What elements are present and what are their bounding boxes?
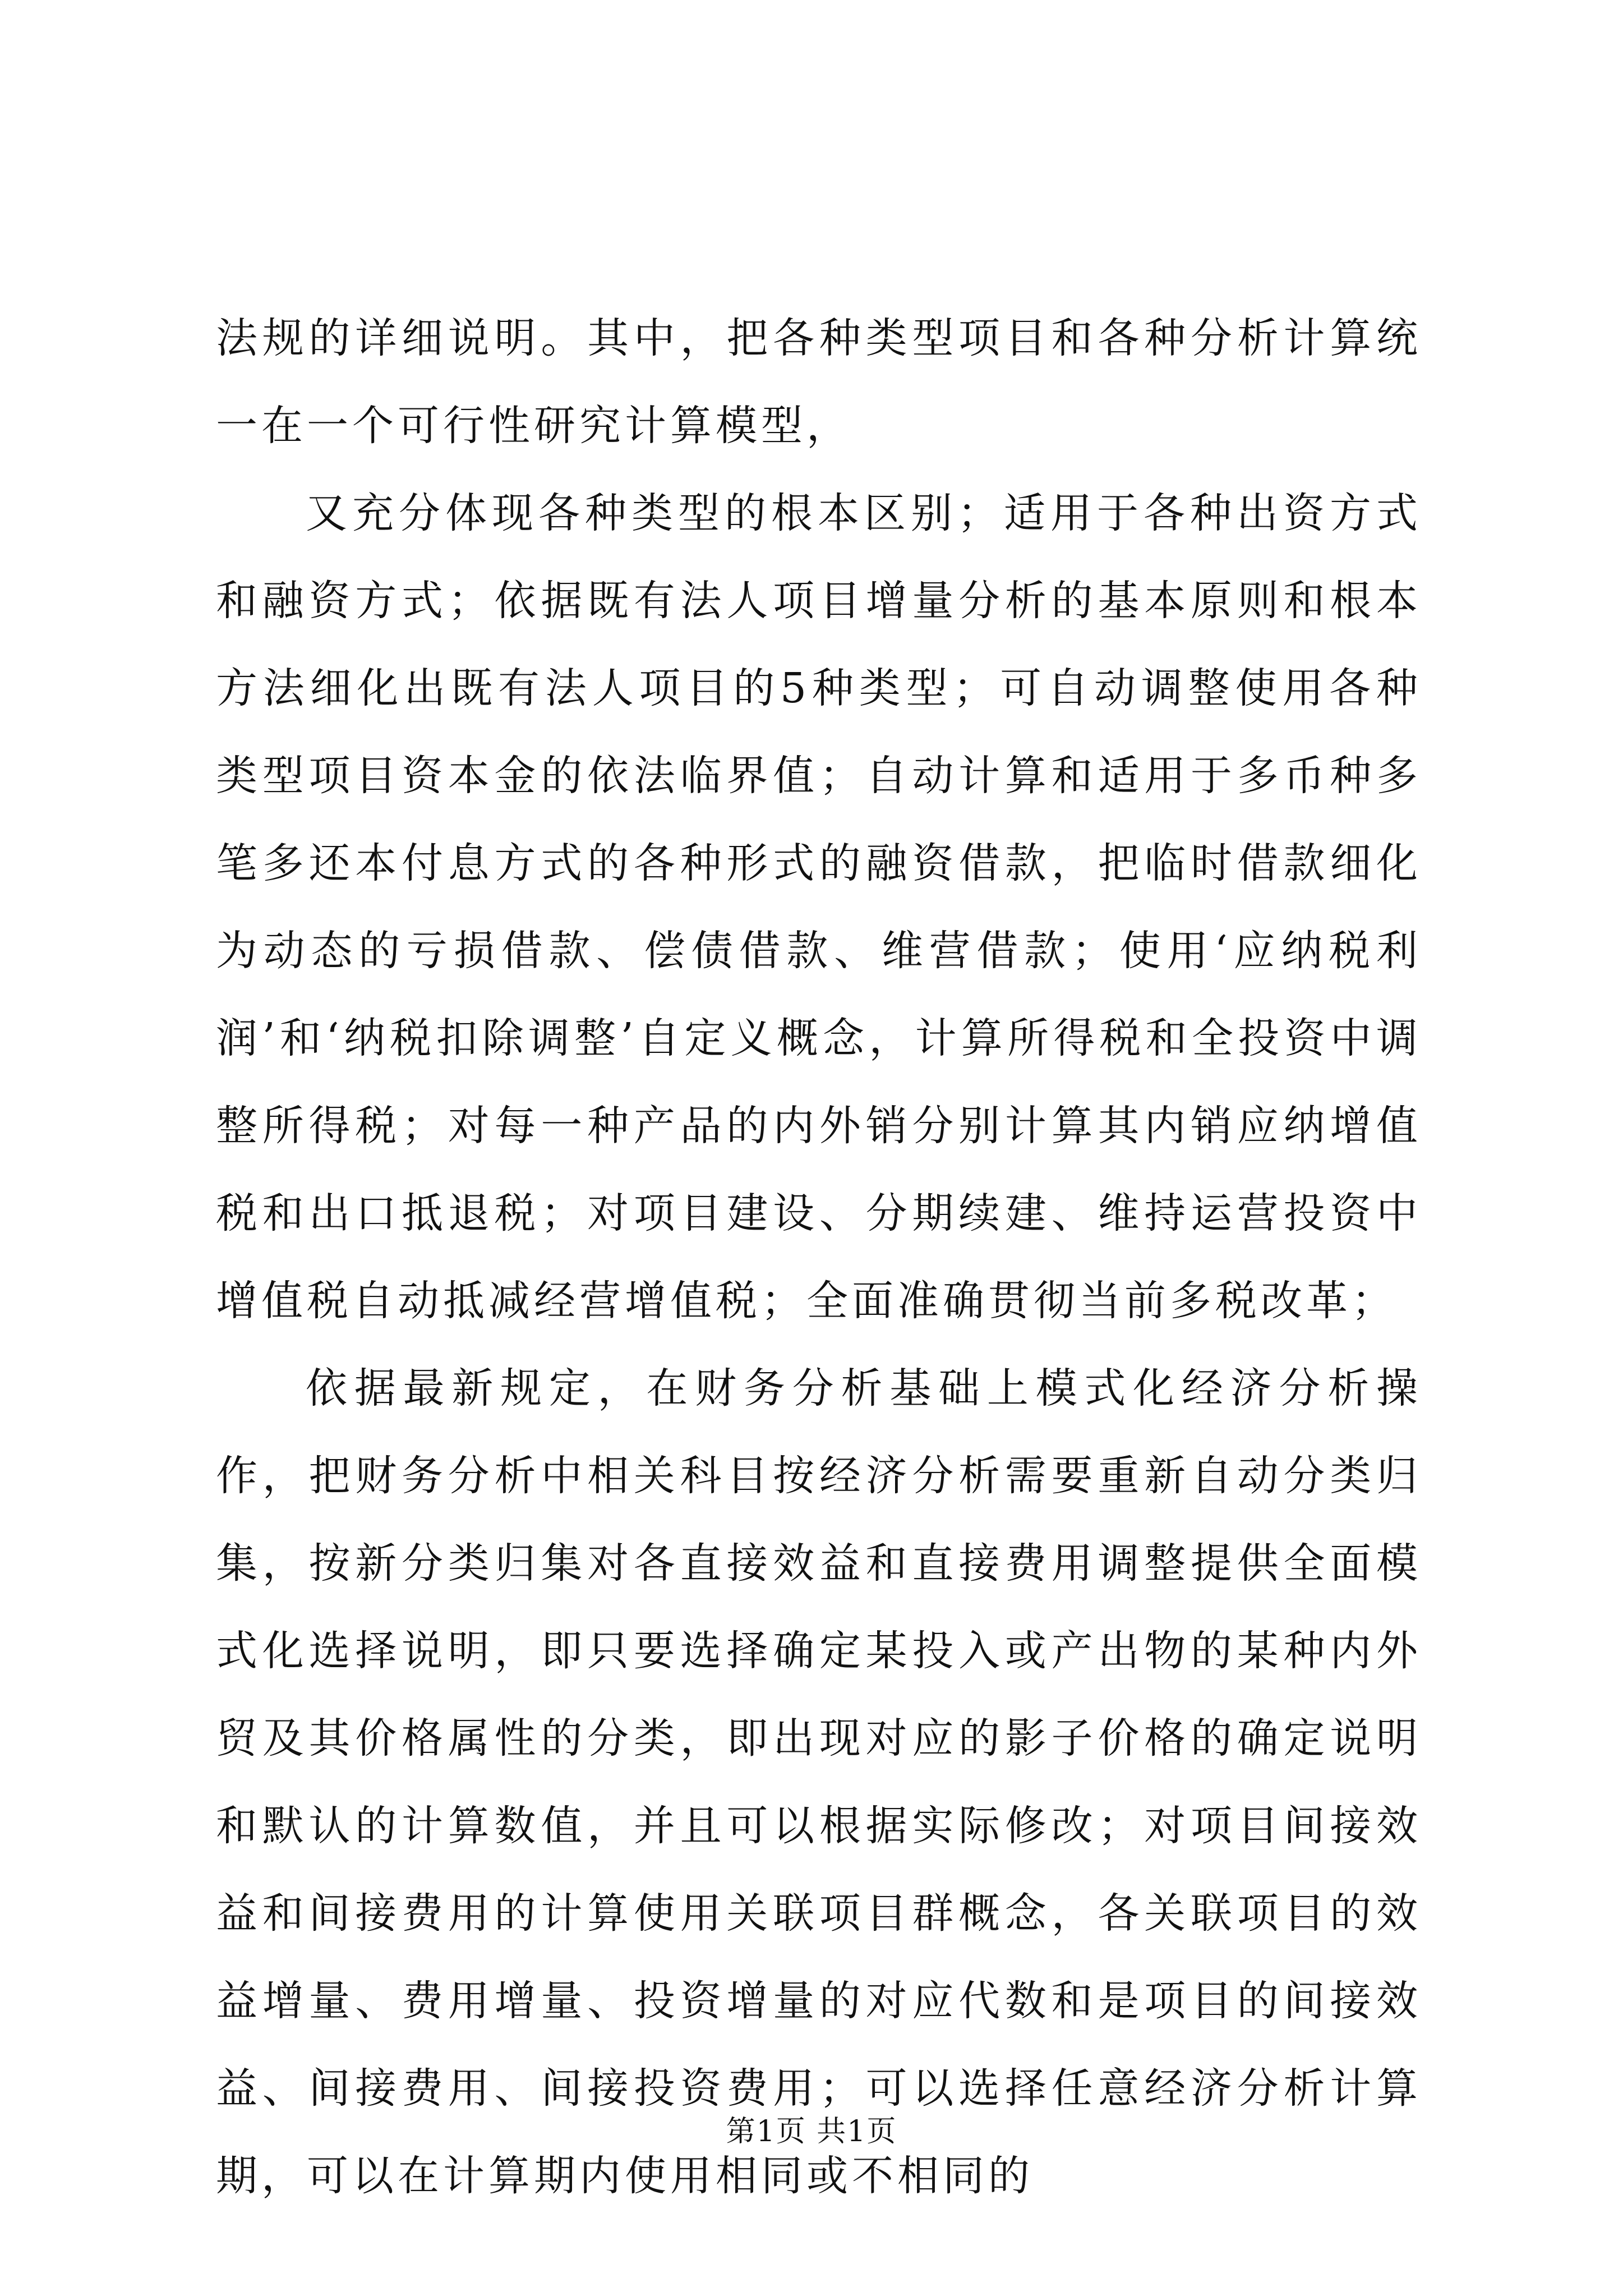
document-body: [216, 295, 1422, 2220]
page-footer: 第1页 共1页: [726, 2115, 897, 2148]
paragraph-3: 依据最新规定，在财务分析基础上模式化经济分析操作，把财务分析中相关科目按经济分析需要重新自动分类归集，按新分类归集对各直接效益和直接费用调整提供全面模式化选择说明，即只要选择确定某投入或产出物的某种内外贸及其价格属性的分类，即出现对应的影子价格的确定说明和默认的计算数值，并且可以根据实际修改；对项目间接效益和间接费用的计算使用关联项目群概念，各关联项目的效益增量、费用增量、投资增量的对应代数和是项目的间接效益、间接费用、间接投资费用；可以选择任意经济分析计算期，可以在计算期内使用相同或不相同的: [216, 1364, 1422, 2200]
paragraph-1: 法规的详细说明。其中，把各种类型项目和各种分析计算统一在一个可行性研究计算模型，: [216, 314, 1422, 450]
paragraph-2: 又充分体现各种类型的根本区别；适用于各种出资方式和融资方式；依据既有法人项目增量分析的基本原则和根本方法细化出既有法人项目的5种类型；可自动调整使用各种类型项目资本金的依法临界值；自动计算和适用于多币种多笔多还本付息方式的各种形式的融资借款，把临时借款细化为动态的亏损借款、偿债借款、维营借款；使用‘应纳税利润’和‘纳税扣除调整’自定义概念，计算所得税和全投资中调整所得税；对每一种产品的内外销分别计算其内销应纳增值税和出口抵退税；对项目建设、分期续建、维持运营投资中增值税自动抵减经营增值税；全面准确贯彻当前多税改革；: [216, 489, 1422, 1325]
